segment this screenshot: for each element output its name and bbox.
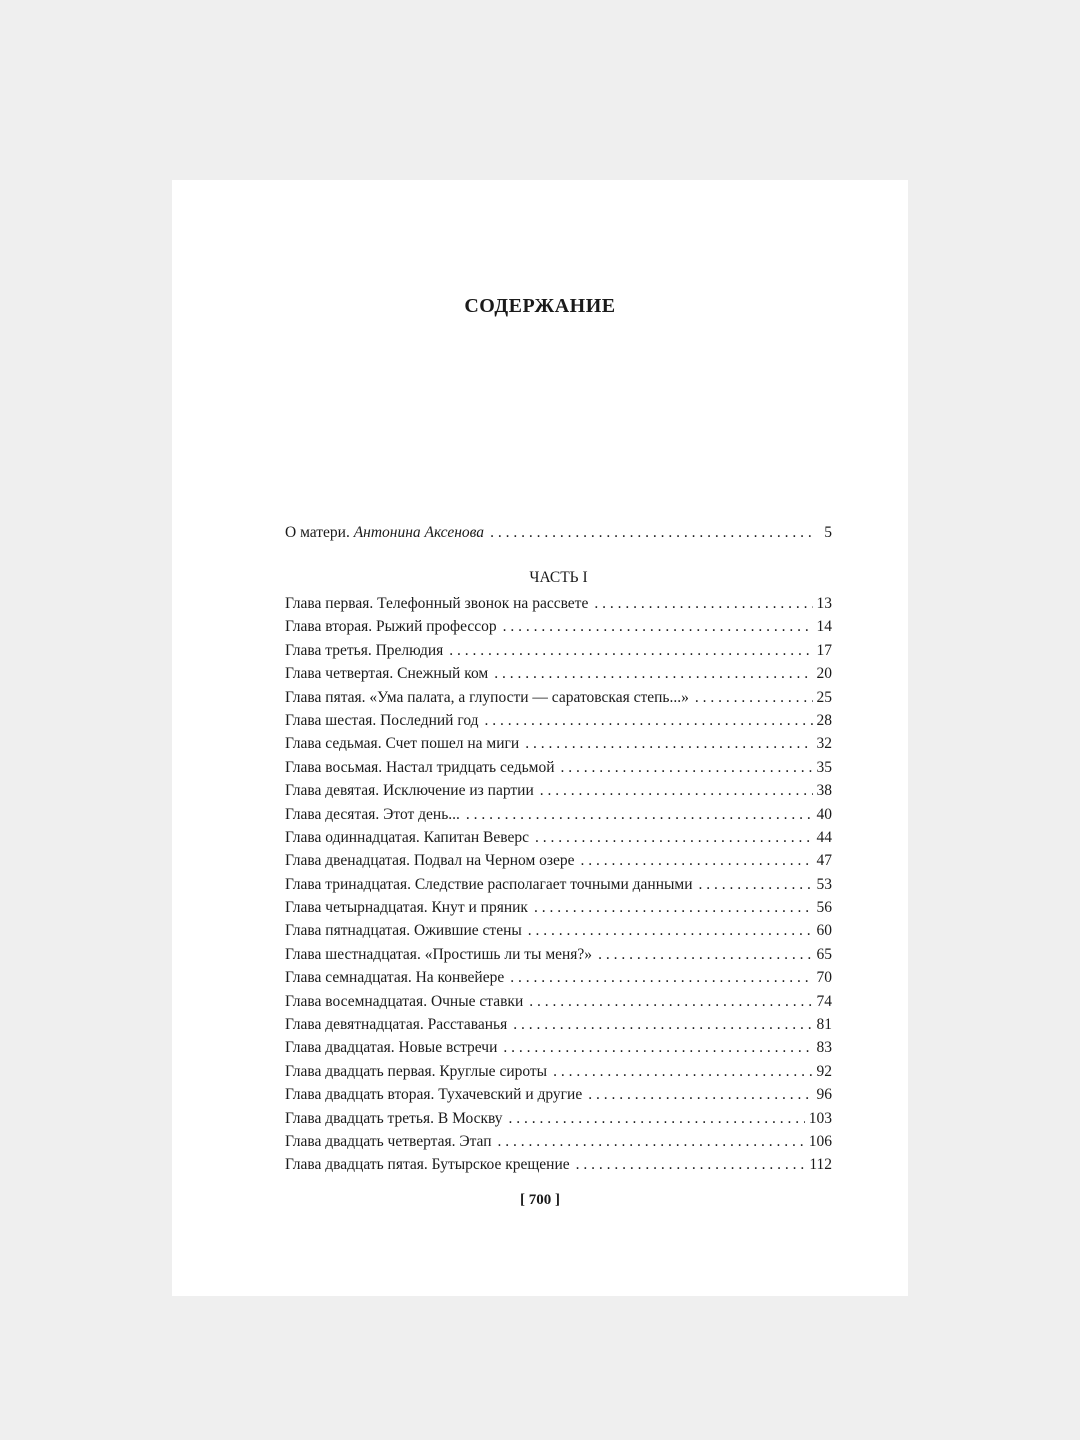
toc-entry-page: 14 bbox=[816, 618, 832, 636]
toc-entry-page: 103 bbox=[808, 1109, 832, 1127]
toc-entry-label: Глава четырнадцатая. Кнут и пряник bbox=[285, 899, 528, 917]
toc-entry bbox=[285, 803, 832, 826]
toc-entry bbox=[285, 873, 832, 896]
toc-entry bbox=[285, 943, 832, 966]
toc-entry-label: Глава двадцать пятая. Бутырское крещение bbox=[285, 1156, 570, 1174]
dot-leader bbox=[540, 779, 813, 802]
toc-entry-page: 5 bbox=[824, 524, 832, 541]
toc-entry-label: Глава двадцать третья. В Москву bbox=[285, 1109, 503, 1127]
toc-entry-page: 74 bbox=[816, 992, 832, 1010]
toc-entry-page: 96 bbox=[816, 1086, 832, 1104]
toc-entry bbox=[285, 756, 832, 779]
dot-leader bbox=[594, 592, 812, 615]
toc-entry-label: Глава девятая. Исключение из партии bbox=[285, 782, 534, 800]
dot-leader bbox=[498, 1130, 805, 1153]
toc-entry-page: 40 bbox=[816, 805, 832, 823]
toc-entry bbox=[285, 896, 832, 919]
toc-entry-page: 28 bbox=[816, 711, 832, 729]
toc-entry bbox=[285, 592, 832, 615]
dot-leader bbox=[534, 896, 813, 919]
chapter-list bbox=[285, 592, 832, 1177]
toc-entry-label: Глава двадцать первая. Круглые сироты bbox=[285, 1062, 548, 1080]
toc-entry-label: Глава первая. Телефонный звонок на рассвете bbox=[285, 595, 589, 612]
toc-entry-label: Глава двадцать четвертая. Этап bbox=[285, 1132, 492, 1150]
toc-entry bbox=[285, 732, 832, 755]
toc-entry-page: 83 bbox=[816, 1039, 832, 1057]
toc-entry-label: Глава девятнадцатая. Расставанья bbox=[285, 1016, 508, 1034]
toc-entry-label: Глава седьмая. Счет пошел на миги bbox=[285, 735, 520, 753]
toc-entry-page: 32 bbox=[816, 735, 832, 753]
dot-leader bbox=[509, 1107, 805, 1130]
toc-entry-label: Глава пятнадцатая. Ожившие стены bbox=[285, 922, 522, 940]
toc-entry-label: Глава десятая. Этот день... bbox=[285, 805, 460, 823]
dot-leader bbox=[528, 919, 813, 942]
part-heading: ЧАСТЬ I bbox=[529, 569, 588, 586]
toc-entry-page: 106 bbox=[808, 1132, 832, 1150]
toc-entry-page: 65 bbox=[816, 945, 832, 963]
toc-entry bbox=[285, 686, 832, 709]
dot-leader bbox=[503, 1036, 812, 1059]
toc-entry-page: 25 bbox=[816, 688, 832, 706]
dot-leader bbox=[581, 849, 813, 872]
toc-entry bbox=[285, 662, 832, 685]
toc-entry bbox=[285, 1153, 832, 1176]
toc-entry-label: Глава тринадцатая. Следствие располагает точными данными bbox=[285, 875, 693, 893]
dot-leader bbox=[513, 1013, 812, 1036]
toc-entry-label: Глава одиннадцатая. Капитан Веверс bbox=[285, 828, 529, 846]
dot-leader bbox=[576, 1153, 806, 1176]
toc-entry bbox=[285, 1107, 832, 1130]
toc-entry-page: 13 bbox=[816, 595, 832, 612]
dot-leader bbox=[503, 615, 813, 638]
toc-entry-page: 17 bbox=[816, 641, 832, 659]
toc-entry-page: 70 bbox=[816, 969, 832, 987]
toc-entry bbox=[285, 1083, 832, 1106]
dot-leader bbox=[529, 990, 812, 1013]
page-title: СОДЕРЖАНИЕ bbox=[464, 295, 616, 317]
intro-author: Антонина Аксенова bbox=[353, 524, 485, 541]
toc-entry bbox=[285, 709, 832, 732]
page-number: [ 700 ] bbox=[520, 1192, 560, 1208]
toc-entry-label: Глава вторая. Рыжий профессор bbox=[285, 618, 497, 636]
dot-leader bbox=[449, 639, 812, 662]
dot-leader bbox=[490, 521, 814, 544]
toc-entry-label: Глава шестая. Последний год bbox=[285, 711, 479, 729]
toc-entry-label: Глава восьмая. Настал тридцать седьмой bbox=[285, 758, 555, 776]
dot-leader bbox=[494, 662, 812, 685]
toc-entry bbox=[285, 521, 832, 544]
toc-entry bbox=[285, 990, 832, 1013]
toc-entry bbox=[285, 615, 832, 638]
dot-leader bbox=[535, 826, 813, 849]
dot-leader bbox=[561, 756, 813, 779]
dot-leader bbox=[525, 732, 812, 755]
toc-entry-page: 20 bbox=[816, 665, 832, 683]
dot-leader bbox=[510, 966, 812, 989]
toc-entry bbox=[285, 849, 832, 872]
toc-entry bbox=[285, 1036, 832, 1059]
toc-entry-page: 60 bbox=[816, 922, 832, 940]
toc-entry-label: Глава шестнадцатая. «Простишь ли ты меня?» bbox=[285, 945, 593, 963]
toc-entry-page: 112 bbox=[809, 1156, 832, 1174]
toc-entry-page: 38 bbox=[816, 782, 832, 800]
toc-entry-page: 47 bbox=[816, 852, 832, 870]
dot-leader bbox=[699, 873, 813, 896]
dot-leader bbox=[485, 709, 813, 732]
dot-leader bbox=[553, 1060, 812, 1083]
toc-entry-label: Глава двадцать вторая. Тухачевский и другие bbox=[285, 1086, 583, 1104]
dot-leader bbox=[466, 803, 813, 826]
toc-entry-label: Глава третья. Прелюдия bbox=[285, 641, 444, 659]
toc-entry-page: 53 bbox=[816, 875, 832, 893]
toc-entry-label bbox=[285, 521, 484, 544]
toc-entry-page: 92 bbox=[816, 1062, 832, 1080]
toc-entry bbox=[285, 826, 832, 849]
toc-entry bbox=[285, 1013, 832, 1036]
toc-entry bbox=[285, 779, 832, 802]
toc-entry bbox=[285, 1060, 832, 1083]
dot-leader bbox=[588, 1083, 812, 1106]
toc-entry bbox=[285, 639, 832, 662]
toc-entry-page: 81 bbox=[816, 1016, 832, 1034]
toc-entry-label: Глава четвертая. Снежный ком bbox=[285, 665, 489, 683]
toc-intro bbox=[285, 521, 832, 544]
toc-entry bbox=[285, 919, 832, 942]
toc-entry-label: Глава семнадцатая. На конвейере bbox=[285, 969, 505, 987]
intro-label: О матери. bbox=[285, 524, 350, 541]
toc-entry-label: Глава восемнадцатая. Очные ставки bbox=[285, 992, 524, 1010]
toc-entry-label: Глава пятая. «Ума палата, а глупости — саратовская степь...» bbox=[285, 688, 689, 706]
toc-entry-page: 35 bbox=[816, 758, 832, 776]
toc-entry bbox=[285, 1130, 832, 1153]
dot-leader bbox=[598, 943, 812, 966]
toc-entry bbox=[285, 966, 832, 989]
toc-entry-label: Глава двадцатая. Новые встречи bbox=[285, 1039, 498, 1057]
toc-entry-label: Глава двенадцатая. Подвал на Черном озере bbox=[285, 852, 575, 870]
toc-entry-page: 44 bbox=[816, 828, 832, 846]
dot-leader bbox=[695, 686, 813, 709]
toc-entry-page: 56 bbox=[816, 899, 832, 917]
